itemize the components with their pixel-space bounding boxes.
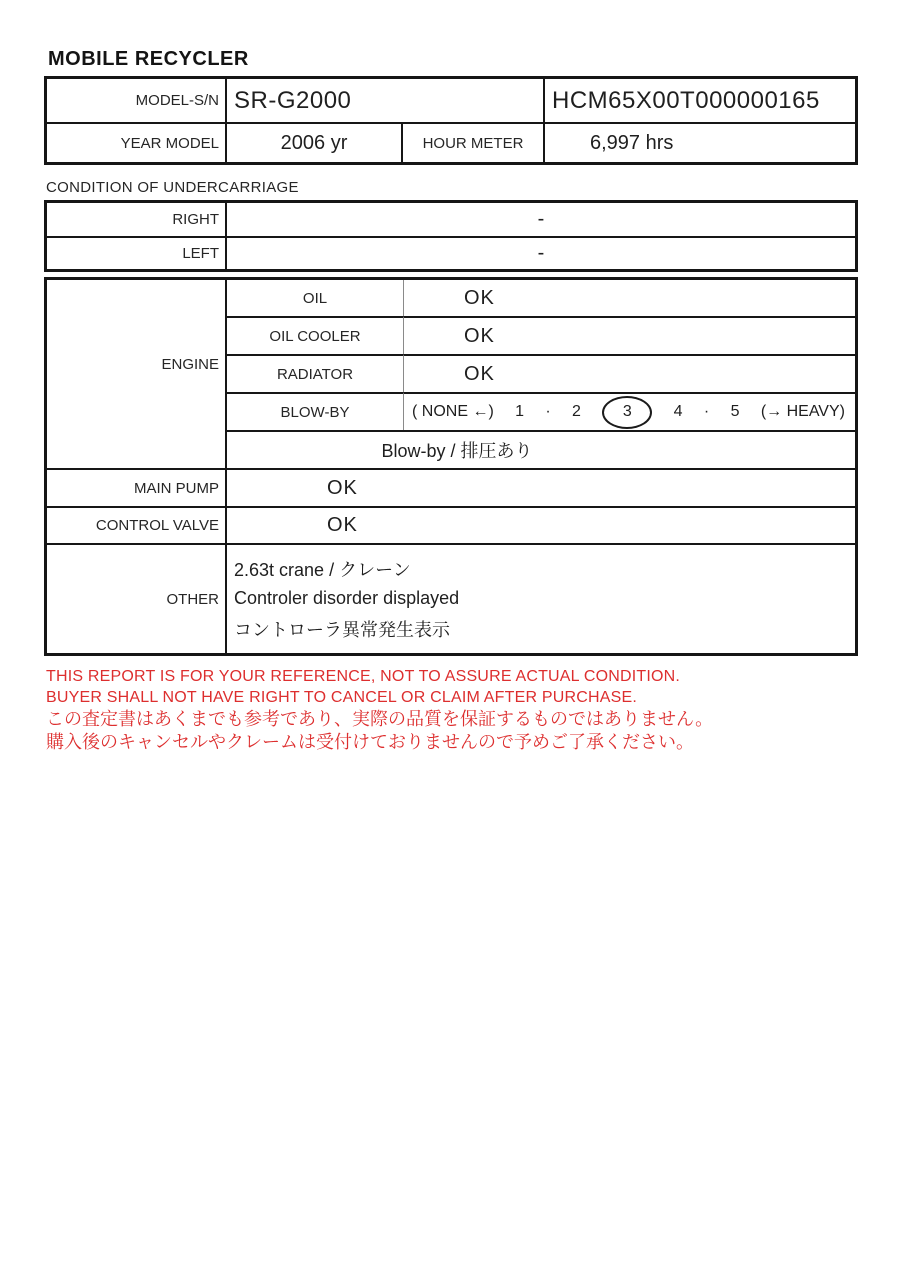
oil-label: OIL (225, 280, 403, 316)
hour-meter-label: HOUR METER (401, 122, 543, 162)
page-title: MOBILE RECYCLER (48, 48, 249, 70)
oil-value: OK (403, 280, 855, 316)
blow-by-scale (403, 392, 855, 430)
other-note-line: Controler disorder displayed (234, 588, 460, 609)
disclaimer-block (46, 666, 713, 754)
other-label: OTHER (47, 543, 225, 653)
undercarriage-left-value: - (225, 236, 855, 269)
year-model-label: YEAR MODEL (47, 122, 225, 162)
blow-by-note: Blow-by / 排圧あり (225, 430, 855, 468)
undercarriage-table (44, 200, 858, 272)
header-table (44, 76, 858, 165)
main-pump-value: OK (225, 468, 855, 506)
blow-by-rating-4: 4 (673, 403, 683, 420)
model-sn-label: MODEL-S/N (135, 92, 219, 109)
model-sn-value: SR-G2000 (225, 79, 543, 122)
main-pump-label: MAIN PUMP (47, 468, 225, 506)
disclaimer-line-en: BUYER SHALL NOT HAVE RIGHT TO CANCEL OR CLAIM AFTER PURCHASE. (46, 689, 637, 706)
other-notes (225, 543, 855, 653)
serial-number-value: HCM65X00T000000165 (543, 79, 855, 122)
control-valve-value: OK (225, 506, 855, 543)
engine-label: ENGINE (161, 355, 219, 373)
other-note-line: コントローラ異常発生表示 (234, 619, 450, 640)
blow-by-scale-heavy-label: (→ HEAVY) (760, 403, 845, 420)
blow-by-rating-5: 5 (730, 403, 740, 420)
year-model-value: 2006 yr (225, 122, 401, 162)
blow-by-scale-none-label: ( NONE ←) (412, 403, 494, 420)
control-valve-label: CONTROL VALVE (47, 506, 225, 543)
blow-by-rating-2: 2 (572, 403, 581, 420)
condition-table (44, 277, 858, 656)
undercarriage-section-heading: CONDITION OF UNDERCARRIAGE (46, 179, 299, 196)
blow-by-dot-separator: · (545, 403, 551, 420)
disclaimer-line-jp: この査定書はあくまでも参考であり、実際の品質を保証するものではありません。 (46, 709, 714, 729)
undercarriage-right-value: - (225, 203, 855, 236)
radiator-value: OK (403, 354, 855, 392)
blow-by-rating-3-selected-circle: 3 (602, 396, 652, 429)
oil-cooler-value: OK (403, 316, 855, 354)
blow-by-dot-separator: · (703, 403, 710, 420)
oil-cooler-label: OIL COOLER (225, 316, 403, 354)
disclaimer-line-jp: 購入後のキャンセルやクレームは受付けておりませんので予めご了承ください。 (46, 732, 694, 752)
blow-by-rating-1: 1 (515, 403, 525, 420)
disclaimer-line-en: THIS REPORT IS FOR YOUR REFERENCE, NOT TO ASSURE ACTUAL CONDITION. (46, 668, 681, 685)
blow-by-label: BLOW-BY (225, 392, 403, 430)
undercarriage-left-label: LEFT (47, 236, 225, 269)
undercarriage-right-label: RIGHT (172, 211, 219, 228)
hour-meter-value: 6,997 hrs (543, 122, 855, 162)
radiator-label: RADIATOR (225, 354, 403, 392)
other-note-line: 2.63t crane / クレーン (234, 560, 411, 581)
